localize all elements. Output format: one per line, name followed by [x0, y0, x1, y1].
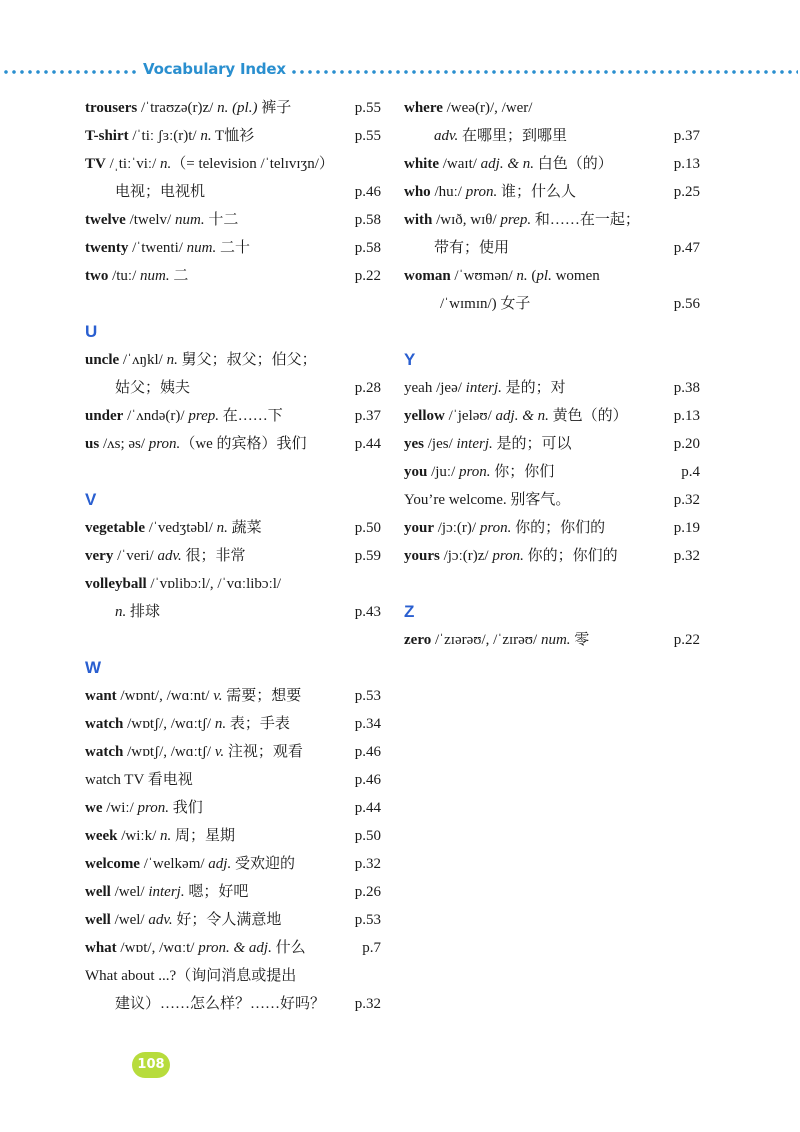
section-letter-v: V: [85, 490, 97, 509]
entry-tv: TV /ˌtiːˈviː/ n.（= television /ˈtelɪvɪʒn/）: [85, 156, 334, 172]
entry-yes: yes /jes/ interj. 是的；可以 p.20: [404, 430, 700, 458]
section-letter-u: U: [85, 322, 98, 341]
entry-week: week /wiːk/ n. 周；星期 p.50: [85, 822, 381, 850]
page-ref: p.43: [354, 604, 381, 620]
entry-vegetable: vegetable /ˈvedʒtəbl/ n. 蔬菜 p.50: [85, 514, 381, 542]
entry-your: your /jɔː(r)/ pron. 你的；你们的 p.19: [404, 514, 700, 542]
page-ref: p.46: [354, 184, 381, 200]
page-ref: p.37: [673, 128, 700, 144]
header-bar: [0, 58, 800, 84]
entry-woman-continued: /ˈwɪmɪn/) 女子 p.56: [404, 290, 700, 318]
page-ref: p.22: [673, 632, 700, 648]
page-ref: p.46: [354, 772, 381, 788]
entry-us: us /ʌs; əs/ pron.（we 的宾格）我们 p.44: [85, 430, 381, 458]
page-ref: p.47: [673, 240, 700, 256]
page-ref: p.44: [354, 800, 381, 816]
entry-watch-verb: watch /wɒtʃ/, /wɑːtʃ/ v. 注视；观看 p.46: [85, 738, 381, 766]
entry-zero: zero /ˈzɪərəʊ/, /ˈzɪrəʊ/ num. 零 p.22: [404, 626, 700, 654]
page-ref: p.37: [354, 408, 381, 424]
entry-t-shirt: T-shirt /ˈtiː ʃɜː(r)t/ n. T恤衫 p.55: [85, 122, 381, 150]
entry-youre-welcome: You’re welcome. 别客气。 p.32: [404, 486, 700, 514]
entry-what-about-continued: 建议）……怎么样？……好吗？ p.32: [85, 990, 381, 1018]
page-ref: p.55: [354, 100, 381, 116]
page-ref: p.22: [354, 268, 381, 284]
page-ref: p.32: [354, 996, 381, 1012]
page-ref: p.58: [354, 212, 381, 228]
entry-well-interj: well /wel/ interj. 嗯；好吧 p.26: [85, 878, 381, 906]
entry-welcome: welcome /ˈwelkəm/ adj. 受欢迎的 p.32: [85, 850, 381, 878]
page-ref: p.50: [354, 828, 381, 844]
entry-twenty: twenty /ˈtwenti/ num. 二十 p.58: [85, 234, 381, 262]
page-ref: p.53: [354, 912, 381, 928]
entry-white: white /waɪt/ adj. & n. 白色（的） p.13: [404, 150, 700, 178]
entry-tv-continued: 电视；电视机 p.46: [85, 178, 381, 206]
entry-watch-noun: watch /wɒtʃ/, /wɑːtʃ/ n. 表；手表 p.34: [85, 710, 381, 738]
page-number-badge: 108: [132, 1052, 170, 1078]
entry-watch-tv: watch TV 看电视 p.46: [85, 766, 381, 794]
entry-what-about: What about ...?（询问消息或提出: [85, 968, 297, 984]
page-ref: p.28: [354, 380, 381, 396]
page-ref: p.19: [673, 520, 700, 536]
entry-uncle: uncle /ˈʌŋkl/ n. 舅父；叔父；伯父；: [85, 352, 317, 368]
entry-yours: yours /jɔː(r)z/ pron. 你的；你们的 p.32: [404, 542, 700, 570]
page-ref: p.38: [673, 380, 700, 396]
page-ref: p.34: [354, 716, 381, 732]
entry-volleyball-continued: n. 排球 p.43: [85, 598, 381, 626]
entry-very: very /ˈveri/ adv. 很；非常 p.59: [85, 542, 381, 570]
left-column: [85, 94, 381, 1018]
page-ref: p.26: [354, 884, 381, 900]
section-letter-w: W: [85, 658, 102, 677]
page-ref: p.44: [354, 436, 381, 452]
page-ref: p.53: [354, 688, 381, 704]
page-ref: p.46: [354, 744, 381, 760]
entry-volleyball: volleyball /ˈvɒlibɔːl/, /ˈvɑːlibɔːl/: [85, 576, 282, 592]
entry-yeah: yeah /jeə/ interj. 是的；对 p.38: [404, 374, 700, 402]
page-ref: p.59: [354, 548, 381, 564]
entry-yellow: yellow /ˈjeləʊ/ adj. & n. 黄色（的） p.13: [404, 402, 700, 430]
right-column: [404, 94, 700, 654]
page-ref: p.7: [362, 940, 381, 956]
page-ref: p.25: [673, 184, 700, 200]
page-ref: p.50: [354, 520, 381, 536]
page-ref: p.13: [673, 408, 700, 424]
page-ref: p.32: [673, 492, 700, 508]
page-ref: p.58: [354, 240, 381, 256]
entry-with: with /wɪð, wɪθ/ prep. 和……在一起；: [404, 212, 640, 228]
section-letter-z: Z: [404, 602, 415, 621]
section-letter-y: Y: [404, 350, 416, 369]
page-ref: p.32: [354, 856, 381, 872]
entry-with-continued: 带有；使用 p.47: [404, 234, 700, 262]
entry-want: want /wɒnt/, /wɑːnt/ v. 需要；想要 p.53: [85, 682, 381, 710]
page-ref: p.55: [354, 128, 381, 144]
entry-woman: woman /ˈwʊmən/ n. (pl. women: [404, 268, 600, 284]
page-title: Vocabulary Index: [143, 60, 286, 78]
entry-under: under /ˈʌndə(r)/ prep. 在……下 p.37: [85, 402, 381, 430]
entry-uncle-continued: 姑父；姨夫 p.28: [85, 374, 381, 402]
entry-where: where /weə(r)/, /wer/: [404, 100, 533, 116]
entry-trousers: trousers /ˈtraʊzə(r)z/ n. (pl.) 裤子 p.55: [85, 94, 381, 122]
entry-where-continued: adv. 在哪里；到哪里 p.37: [404, 122, 700, 150]
entry-who: who /huː/ pron. 谁；什么人 p.25: [404, 178, 700, 206]
page-ref: p.56: [673, 296, 700, 312]
page-ref: p.20: [673, 436, 700, 452]
entry-twelve: twelve /twelv/ num. 十二 p.58: [85, 206, 381, 234]
entry-two: two /tuː/ num. 二 p.22: [85, 262, 381, 290]
page-ref: p.13: [673, 156, 700, 172]
header-dots-right: [290, 69, 798, 75]
entry-you: you /juː/ pron. 你；你们 p.4: [404, 458, 700, 486]
entry-we: we /wiː/ pron. 我们 p.44: [85, 794, 381, 822]
page-ref: p.4: [681, 464, 700, 480]
page-ref: p.32: [673, 548, 700, 564]
header-dots-left: [2, 69, 140, 75]
entry-what: what /wɒt/, /wɑːt/ pron. & adj. 什么 p.7: [85, 934, 381, 962]
entry-well-adv: well /wel/ adv. 好；令人满意地 p.53: [85, 906, 381, 934]
